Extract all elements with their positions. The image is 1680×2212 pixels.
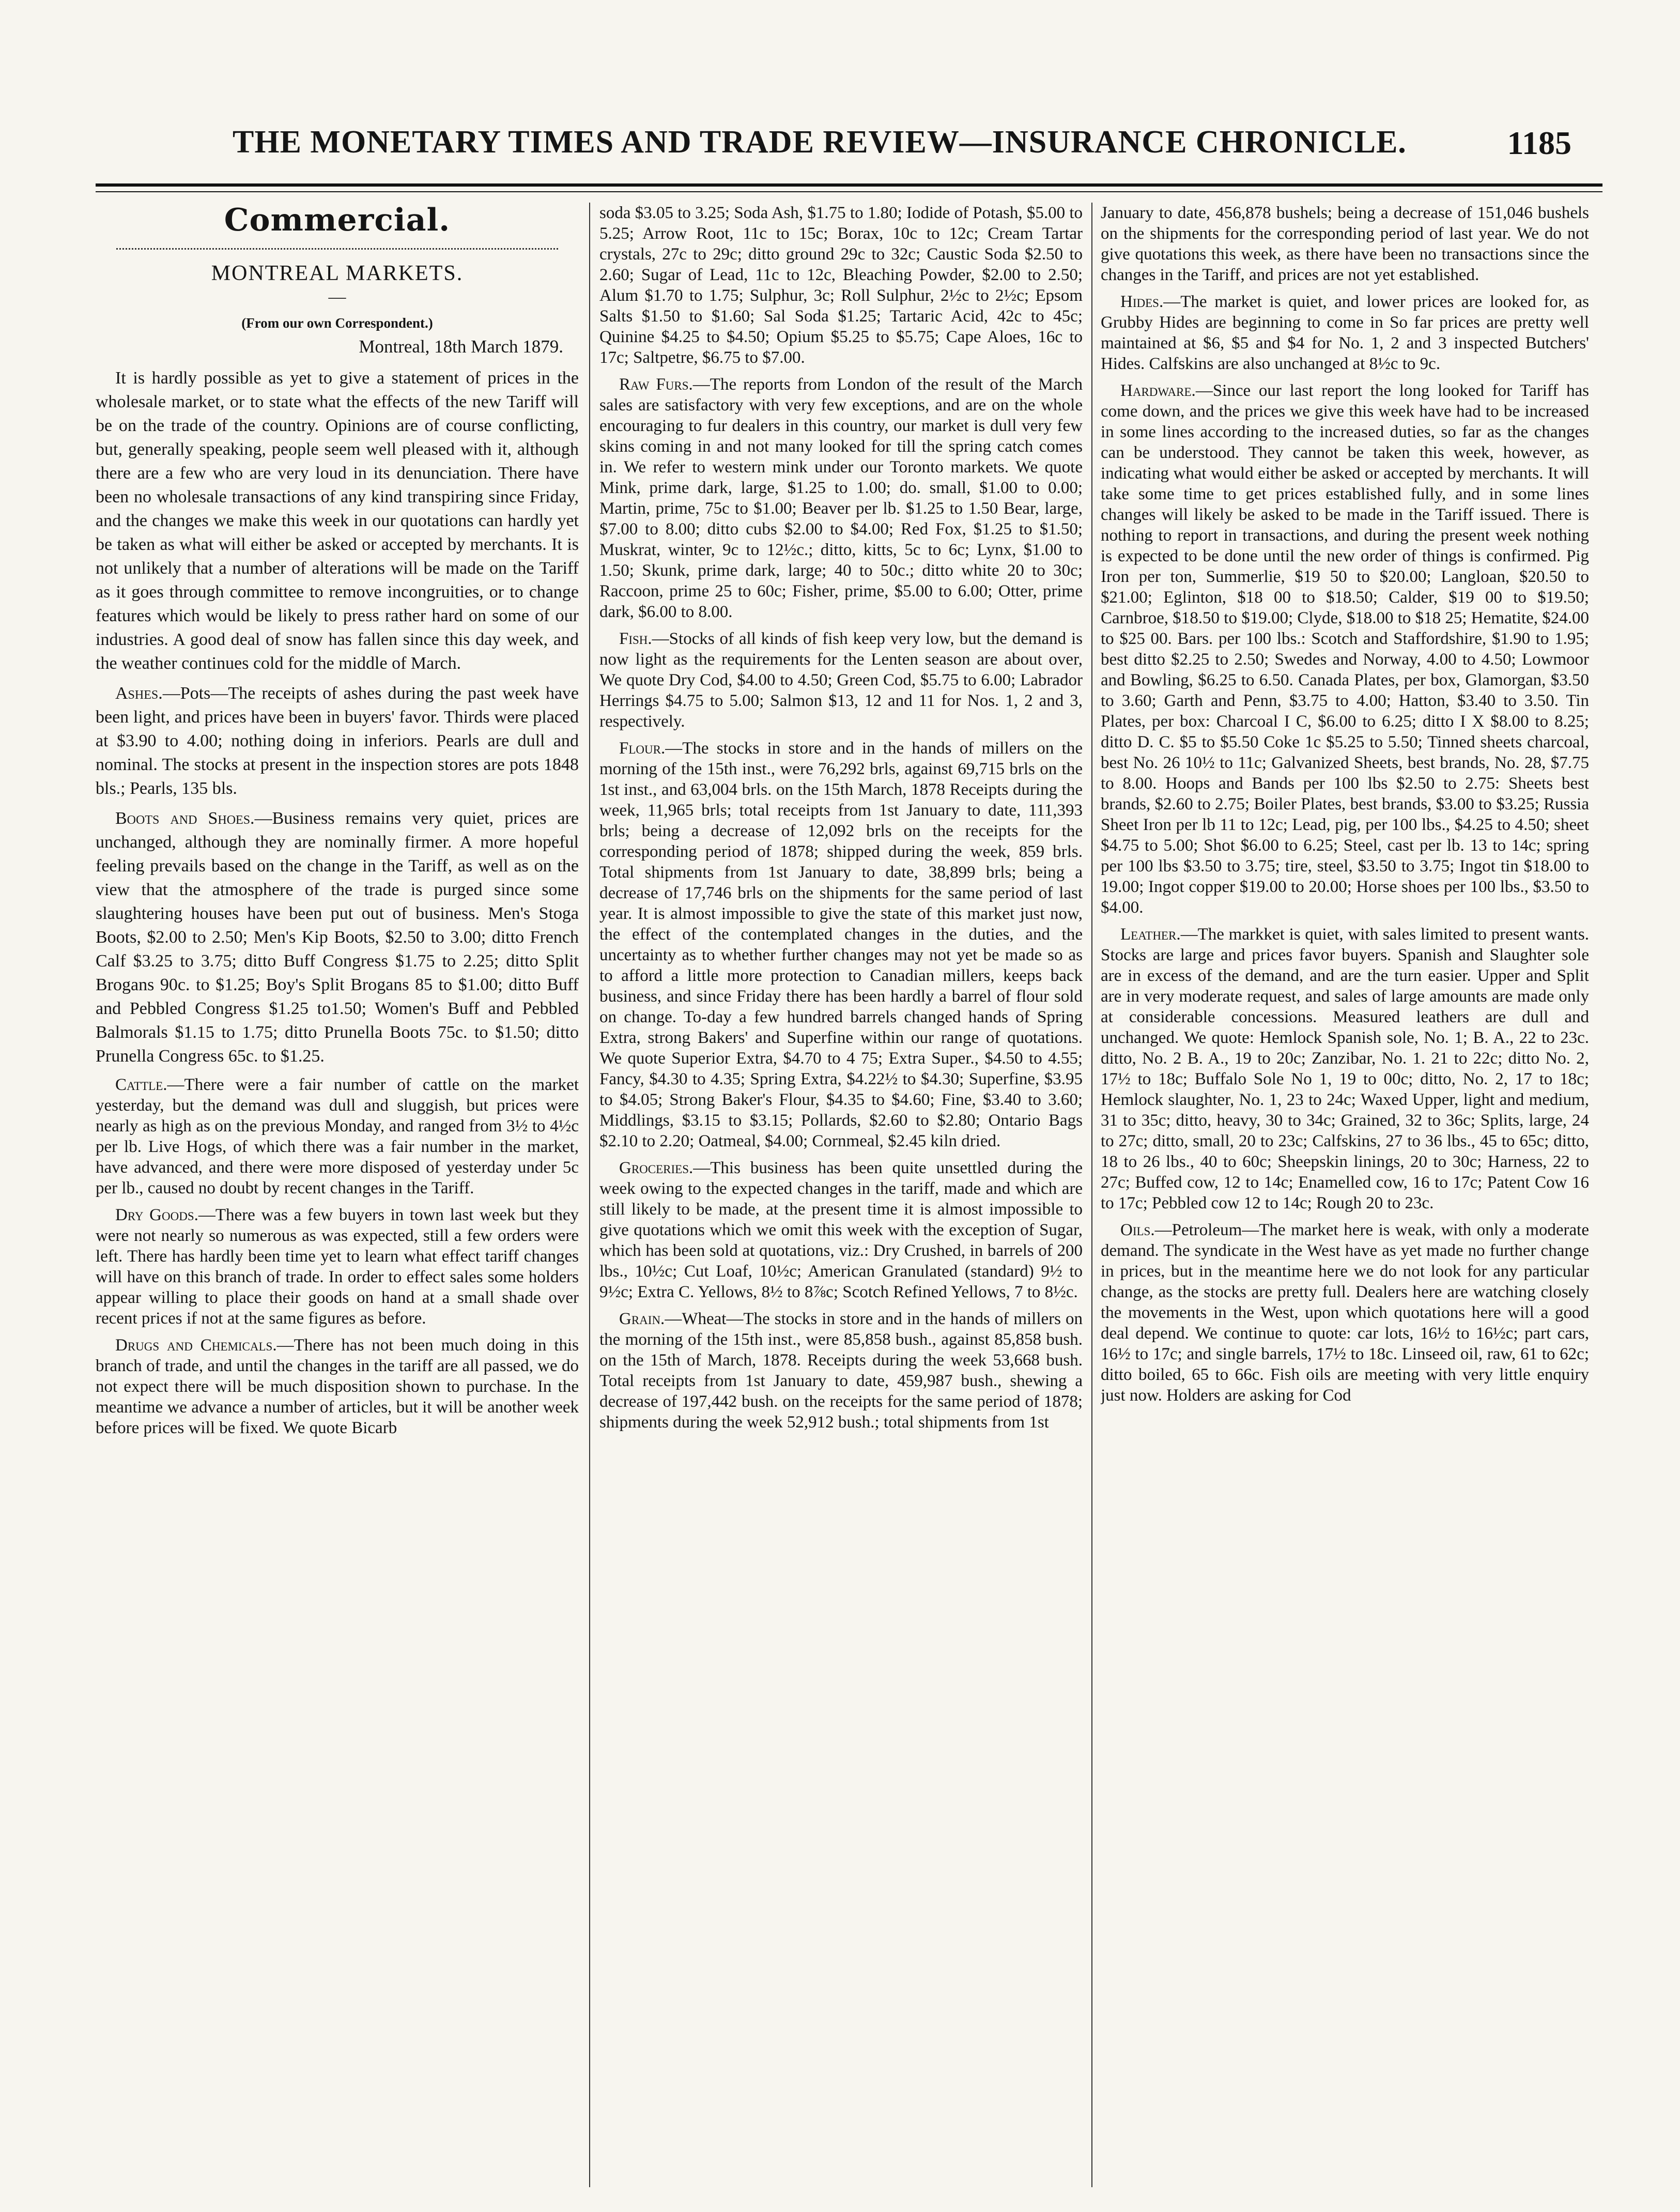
cattle-heading: Cattle. [115, 1076, 167, 1094]
boots-text: —Business remains very quiet, prices are unchanged, although they are nominally firmer. A more hopeful feeling prevails based on the change in the Tariff, as well as on the view that the atmosphere of the trade is purged since some slaughtering houses have been put out of business. Men's Stoga Boots, $2.00 to 2.50; Men's Kip Boots, $2.50 to 3.00; ditto French Calf $3.25 to 3.75; ditto Buff Congress $1.75 to 2.25; ditto Split Brogans 90c. to $1.25; Boy's Split Brogans 85 to $1.00; ditto Buff and Pebbled Congress $1.25 to1.50; Women's Buff and Pebbled Balmorals $1.15 to 1.75; ditto Prunella Boots 75c. to $1.50; ditto Prunella Congress 65c. to $1.25. [96, 809, 579, 1066]
raw-furs-heading: Raw Furs. [619, 375, 693, 394]
dry-goods-text: —There was a few buyers in town last week but they were not nearly so numerous as was expected, still a few orders were left. There has hardly been time yet to learn what effect tariff changes will have on this branch of trade. In order to effect sales some holders appear willing to place their goods on hand at a small shade over recent prices if not at the same figures as before. [96, 1206, 579, 1328]
short-divider: — [328, 287, 346, 306]
hardware-paragraph [1101, 380, 1589, 918]
flour-text: —The stocks in store and in the hands of millers on the morning of the 15th inst., were 76,292 brls, against 69,715 brls on the 1st inst., and 63,004 brls. on the 15th March, 1878 Receipts during the week, 11,965 brls; total receipts from 1st January to date, 111,393 brls; being a decrease of 12,092 brls on the receipts for the corresponding period of 1878; shipped during the week, 859 brls. Total shipments from 1st January to date, 38,899 brls; being a decrease of 17,746 brls on the shipments for the same period of last year. It is almost impossible to give the state of this market just now, the effect of the contemplated changes in the duties, and the uncertainty as to whether further changes may not yet be made so as to afford a little more protection to Canadian millers, keeps back business, and since Friday there has been hardly a barrel of flour sold on change. To-day a few hundred barrels changed hands of Spring Extra, strong Bakers' and Superfine within our range of quotations. We quote Superior Extra, $4.70 to 4 75; Extra Super., $4.50 to 4.55; Fancy, $4.30 to 4.35; Spring Extra, $4.22½ to $4.30; Superfine, $3.95 to $4.05; Strong Baker's Flour, $4.35 to $4.60; Fine, $3.40 to 3.60; Middlings, $3.15 to $3.15; Pollards, $2.60 to $2.80; Ontario Bags $2.10 to 2.20; Oatmeal, $4.00; Cornmeal, $2.45 kiln dried. [599, 739, 1083, 1150]
leather-paragraph [1101, 924, 1589, 1213]
column-divider [589, 203, 590, 2187]
hides-paragraph [1101, 291, 1589, 374]
oils-paragraph [1101, 1220, 1589, 1406]
leather-heading: Leather. [1120, 925, 1181, 944]
page-number: 1185 [1507, 125, 1571, 161]
ashes-text: —Pots—The receipts of ashes during the past week have been light, and prices have been in buyers' favor. Thirds were placed at $3.90 to 4.00; nothing doing in inferiors. Pearls are dull and nominal. The stocks at present in the inspection stores are pots 1848 bls.; Pearls, 135 bls. [96, 684, 579, 798]
groceries-heading: Groceries. [619, 1159, 693, 1177]
grain-heading: Grain. [619, 1310, 665, 1328]
column-3 [1101, 203, 1589, 2192]
drugs-text: —There has not been much doing in this branch of trade, and until the changes in the tariff are all passed, we do not expect there will be much disposition shown to purchase. In the meantime we advance a number of articles, but it will be another week before prices will be fixed. We quote Bicarb [96, 1336, 579, 1437]
publication-title: THE MONETARY TIMES AND TRADE REVIEW—INSURANCE CHRONICLE. [233, 125, 1407, 160]
fish-paragraph [599, 628, 1083, 732]
oils-text: —Petroleum—The market here is weak, with only a moderate demand. The syndicate in the West have as yet made no further change in prices, but in the meantime here we do not look for any particular change, as the stocks are pretty full. Dealers here are watching closely the movements in the West, upon which quotations here will a good deal depend. We continue to quote: car lots, 16½ to 16½c; part cars, 16½ to 17c; and single barrels, 17½ to 18c. Linseed oil, raw, 61 to 62c; ditto boiled, 65 to 66c. Fish oils are meeting with very little enquiry just now. Holders are asking for Cod [1101, 1221, 1589, 1405]
flour-heading: Flour. [619, 739, 666, 758]
cattle-text: —There were a fair number of cattle on the market yesterday, but the demand was dull and sluggish, but prices were nearly as high as on the previous Monday, and ranged from 3½ to 4½c per lb. Live Hogs, of which there was a fair number in the market, have advanced, and there were more disposed of yesterday under 5c per lb., caused no doubt by recent changes in the Tariff. [96, 1076, 579, 1197]
drugs-heading: Drugs and Chemicals. [115, 1336, 277, 1355]
boots-paragraph [96, 807, 579, 1068]
ornamental-divider [116, 238, 558, 250]
oils-heading: Oils. [1120, 1221, 1155, 1239]
groceries-paragraph [599, 1158, 1083, 1302]
hardware-text: —Since our last report the long looked for Tariff has come down, and the prices we give this week have had to be increased in some lines according to the increased duties, so far as the changes can be understood. They cannot be taken this week, however, as indicating what would either be asked or accepted by merchants. It will take some time to get prices established fully, and in some lines changes will likely be asked to be made in the Tariff issued. There is nothing to report in transactions, and during the present week nothing is expected to be done until the new order of things is confirmed. Pig Iron per ton, Summerlie, $19 50 to $20.00; Langloan, $20.50 to $21.00; Eglinton, $18 00 to $18.50; Calder, $19 00 to $19.50; Carnbroe, $18.50 to $19.00; Clyde, $18.00 to $18 25; Hematite, $24.00 to $25 00. Bars. per 100 lbs.: Scotch and Staffordshire, $1.90 to 1.95; best ditto $2.25 to 2.50; Swedes and Norway, 4.00 to 4.50; Lowmoor and Bowling, $6.25 to 6.50. Canada Plates, per box, Glamorgan, $3.50 to 3.60; Garth and Penn, $3.75 to 4.00; Hatton, $3.40 to 3.50. Tin Plates, per box: Charcoal I C, $6.00 to 6.25; ditto I X $8.00 to 8.25; ditto D. C. $5 to $5.50 Coke 1c $5.25 to 5.50; Tinned sheets charcoal, best No. 26 10½ to 11c; Galvanized Sheets, best brands, No. 28, $7.75 to 8.00. Hoops and Bands per 100 lbs $2.50 to 2.75: Sheets best brands, $2.60 to 2.75; Boiler Plates, best brands, $3.00 to $3.25; Russia Sheet Iron per lb 11 to 12c; Lead, pig, per 100 lbs., $4.25 to 4.50; sheet $4.75 to 5.00; Shot $6.00 to 6.25; Steel, cast per lb. 13 to 14c; spring per 100 lbs $3.50 to 3.75; tire, steel, $3.50 to 3.75; Ingot tin $18.00 to 19.00; Ingot copper $19.00 to 20.00; Horse shoes per 100 lbs., $3.50 to $4.00. [1101, 381, 1589, 917]
column-divider [1091, 203, 1092, 2187]
column-2 [599, 203, 1083, 2192]
column-1 [96, 203, 579, 2192]
hides-text: —The market is quiet, and lower prices are looked for, as Grubby Hides are beginning to come in So far prices are pretty well maintained at $6, $5 and $4 for No. 1, 2 and 3 inspected Butchers' Hides. Calfskins are also unchanged at 8½c to 9c. [1101, 293, 1589, 373]
flour-paragraph [599, 738, 1083, 1151]
ashes-paragraph [96, 682, 579, 801]
ashes-heading: Ashes. [115, 684, 163, 703]
drugs-continued-paragraph: soda $3.05 to 3.25; Soda Ash, $1.75 to 1.80; Iodide of Potash, $5.00 to 5.25; Arrow Root, 11c to 15c; Borax, 10c to 12c; Cream Tartar crystals, 27c to 29c; ditto ground 29c to 32c; Caustic Soda $2.50 to 2.60; Sugar of Lead, 11c to 12c, Bleaching Powder, $2.00 to 2.50; Alum $1.70 to 1.75; Sulphur, 3c; Roll Sulphur, 2½c to 2½c; Epsom Salts $1.50 to $1.60; Sal Soda $1.25; Tartaric Acid, 42c to 45c; Quinine $4.25 to $4.50; Opium $5.25 to $5.75; Cape Aloes, 16c to 17c; Saltpetre, $6.75 to $7.00. [599, 204, 1083, 367]
dry-goods-heading: Dry Goods. [115, 1206, 198, 1224]
raw-furs-paragraph [599, 374, 1083, 622]
grain-text: —Wheat—The stocks in store and in the hands of millers on the morning of the 15th inst., were 85,858 bush., against 85,858 bush. on the 15th of March, 1878. Receipts during the week 53,668 bush. Total receipts from 1st January to date, 459,987 bush., shewing a decrease of 197,442 bush. on the receipts for the same period of 1878; shipments during the week 52,912 bush.; total shipments from 1st [599, 1310, 1083, 1432]
page-header [140, 124, 1587, 171]
leather-text: —The markket is quiet, with sales limited to present wants. Stocks are large and prices favor buyers. Spanish and Slaughter sole are in excess of the demand, and are the turn easier. Upper and Split are in very moderate request, and sales of large amounts are made only at considerable concessions. Measured leathers are dull and unchanged. We quote: Hemlock Spanish sole, No. 1; B. A., 22 to 23c. ditto, No. 2 B. A., 19 to 20c; Zanzibar, No. 1. 21 to 22c; ditto No. 2, 17½ to 18c; Buffalo Sole No 1, 19 to 00c; ditto, No. 2, 17 to 18c; Hemlock slaughter, No. 1, 23 to 24c; Waxed Upper, light and medium, 31 to 35c; ditto, heavy, 30 to 34c; Grained, 32 to 36c; Splits, large, 24 to 27c; ditto, small, 20 to 23c; Calfskins, 27 to 36 lbs., 45 to 65c; ditto, 18 to 26 lbs., 40 to 60c; Sheepskin linings, 20 to 30c; Harness, 22 to 27c; Buffed cow, 12 to 14c; Enamelled cow, 16 to 17c; Patent Cow 16 to 17c; Pebbled cow 12 to 14c; Rough 20 to 23c. [1101, 925, 1589, 1212]
correspondent-note: (From our own Correspondent.) [241, 315, 433, 331]
market-heading: MONTREAL MARKETS. [211, 262, 464, 285]
hides-heading: Hides. [1120, 293, 1164, 311]
hardware-heading: Hardware. [1120, 381, 1196, 400]
fish-heading: Fish. [619, 629, 652, 648]
raw-furs-text: —The reports from London of the result of the March sales are satisfactory with very few exceptions, and are on the whole encouraging to fur dealers in this country, our market is dull very few skins coming in and not many looked for till the spring catch comes in. We refer to western mink under our Toronto markets. We quote Mink, prime dark, large, $1.25 to 1.00; do. small, $1.00 to 0.00; Martin, prime, 75c to $1.00; Beaver per lb. $1.25 to 1.50 Bear, large, $7.00 to 8.00; ditto cubs $2.00 to $4.00; Red Fox, $1.25 to $1.50; Muskrat, winter, 9c to 12½c.; ditto, kitts, 5c to 6c; Lynx, $1.00 to 1.50; Skunk, prime dark, large; 40 to 50c.; ditto white 20 to 30c; Raccoon, prime 25 to 60c; Fisher, prime, $5.00 to 6.00; Otter, prime dark, $6.00 to 8.00. [599, 375, 1083, 621]
section-title: Commercial. [224, 203, 451, 238]
intro-paragraph: It is hardly possible as yet to give a statement of prices in the wholesale market, or to state what the effects of the new Tariff will be on the trade of the country. Opinions are of course conflicting, but, generally speaking, people seem well pleased with it, although there are a few who are very loud in its denunciation. There have been no wholesale transactions of any kind transpiring since Friday, and the changes we make this week in our quotations can hardly yet be taken as what will either be asked or accepted by merchants. It is not unlikely that a number of alterations will be made on the Tariff as it goes through committee to remove incongruities, or to change features which would be likely to press rather hard on some of our industries. A good deal of snow has fallen since this day week, and the weather continues cold for the middle of March. [96, 368, 579, 673]
dry-goods-paragraph [96, 1205, 579, 1329]
drugs-paragraph [96, 1335, 579, 1438]
fish-text: —Stocks of all kinds of fish keep very low, but the demand is now light as the requirements for the Lenten season are about over, We quote Dry Cod, $4.00 to 4.50; Green Cod, $5.75 to 6.00; Labrador Herrings $4.75 to 5.00; Salmon $13, 12 and 11 for Nos. 1, 2 and 3, respectively. [599, 629, 1083, 731]
boots-heading: Boots and Shoes. [115, 809, 255, 828]
header-rule-thin [96, 191, 1602, 192]
groceries-text: —This business has been quite unsettled during the week owing to the expected changes in the tariff, made and which are still likely to be made, at the present time it is almost impossible to give quotations which we omit this week with the exception of Sugar, which has been sold at quotations, viz.: Dry Crushed, in barrels of 200 lbs., 10½c; Cut Loaf, 10½c; American Granulated (standard) 9½ to 9½c; Extra C. Yellows, 8½ to 8⅞c; Scotch Refined Yellows, 7 to 8½c. [599, 1159, 1083, 1301]
header-rule-thick [96, 183, 1602, 187]
dateline: Montreal, 18th March 1879. [359, 336, 563, 357]
cattle-paragraph [96, 1074, 579, 1199]
grain-continued-paragraph: January to date, 456,878 bushels; being a decrease of 151,046 bushels on the shipments for the corresponding period of last year. We do not give quotations this week, as there have been no transactions since the changes in the Tariff, and prices are not yet established. [1101, 204, 1589, 284]
grain-paragraph [599, 1309, 1083, 1433]
